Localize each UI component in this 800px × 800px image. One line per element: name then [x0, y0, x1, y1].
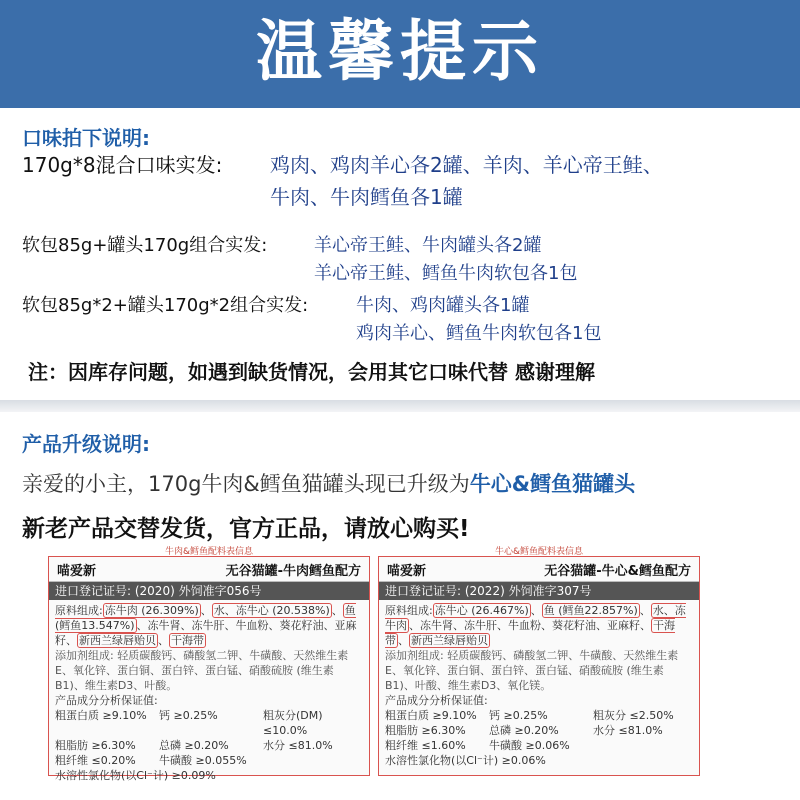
flavor-row3-label: 软包85g*2+罐头170g*2组合实发:: [22, 295, 309, 316]
card-old-product: 无谷猫罐-牛肉鳕鱼配方: [225, 563, 361, 579]
card-new-guarantee: [385, 708, 693, 753]
card-new-ing-d: 干海带: [385, 619, 675, 647]
card-new-ing-label: 原料组成:: [385, 604, 433, 617]
card-old-guar-item: 粗脂肪 ≥6.30%: [55, 739, 136, 752]
banner-title: 温馨提示: [256, 13, 544, 90]
flavor-row3-line1: 牛肉、鸡肉罐头各1罐: [356, 295, 530, 316]
card-new-header: [379, 557, 699, 582]
card-new-guar-item: [593, 738, 693, 753]
card-old-header: [49, 557, 369, 582]
upgrade-highlight: 牛心&鳕鱼猫罐头: [469, 472, 636, 496]
flavor-section-title: 口味拍下说明:: [22, 126, 150, 150]
ingredient-card-new: [378, 547, 700, 776]
section-divider: [0, 400, 800, 412]
card-new-guar-item: 粗蛋白质 ≥9.10%: [385, 709, 477, 722]
card-old-ing-c: 鱼 (鳕鱼13.547%): [55, 604, 356, 632]
card-old-ing-d: 新西兰绿唇贻贝: [79, 634, 156, 647]
card-new-guar-item: 粗灰分 ≤2.50%: [593, 709, 674, 722]
card-old-ing-e: 干海带: [171, 634, 204, 647]
card-new-product: 无谷猫罐-牛心&鳕鱼配方: [544, 563, 691, 579]
card-new-ing-a: 冻牛心 (26.467%): [434, 604, 529, 617]
flavor-row1-line1: 鸡肉、鸡肉羊心各2罐、羊肉、羊心帝王鲑、: [270, 153, 663, 177]
card-old-ing-a: 冻牛肉 (26.309%): [104, 604, 199, 617]
card-new-ing-c: 水、冻牛肉: [385, 604, 686, 632]
card-new-ing-rest: 、冻牛肾、冻牛肝、牛血粉、葵花籽油、亚麻籽、: [409, 619, 651, 632]
card-new-registration: 进口登记证号: (2022) 外饲准字307号: [379, 582, 699, 600]
card-old-caption: 牛肉&鳕鱼配料表信息: [164, 547, 254, 557]
flavor-row2-line2: 羊心帝王鲑、鳕鱼牛肉软包各1包: [314, 263, 578, 284]
flavor-row3-line2: 鸡肉羊心、鳕鱼牛肉软包各1包: [356, 323, 602, 344]
authentic-claim: 新老产品交替发货，官方正品，请放心购买!: [22, 516, 470, 542]
card-old-additives: 添加剂组成: 轻质碳酸钙、磷酸氢二钾、牛磺酸、天然维生素E、氧化锌、蛋白铜、蛋白锌、蛋白锰、硝酸硫胺 (维生素B1)、维生素D3、叶酸。: [55, 649, 349, 692]
card-new-guar-item: 总磷 ≥0.20%: [489, 724, 559, 737]
flavor-row2-line1: 羊心帝王鲑、牛肉罐头各2罐: [314, 235, 542, 256]
card-old-guar-item: [263, 753, 363, 768]
card-old-ingredients: 原料组成: 冻牛肉 (26.309%) 、 水、冻牛心 (20.538%) 、 鱼 (鳕鱼13.547%) 、冻牛肾、冻牛肝、牛血粉、葵花籽油、亚麻籽、 新西兰绿唇贻贝 、 干海带: [55, 604, 357, 647]
upgrade-line-text: 亲爱的小主，170g牛肉&鳕鱼猫罐头现已升级为: [22, 472, 470, 496]
card-old-guar-chloride: 水溶性氯化物(以Cl⁻计) ≥0.09%: [55, 769, 216, 782]
card-new-guar-item: 粗纤维 ≤1.60%: [385, 739, 466, 752]
card-old-guar-item: 总磷 ≥0.20%: [159, 739, 229, 752]
card-new-ing-e: 新西兰绿唇贻贝: [411, 634, 488, 647]
flavor-row2-label: 软包85g+罐头170g组合实发:: [22, 235, 268, 256]
header-banner: [0, 0, 800, 108]
card-new-caption: 牛心&鳕鱼配料表信息: [494, 547, 584, 557]
flavor-row1-line2: 牛肉、牛肉鳕鱼各1罐: [270, 185, 463, 209]
card-old-guarantee: [55, 708, 363, 768]
card-old-guar-item: 水分 ≤81.0%: [263, 739, 333, 752]
card-new-ingredients: 原料组成: 冻牛心 (26.467%) 、 鱼 (鳕鱼22.857%) 、 水、冻牛肉 、冻牛肾、冻牛肝、牛血粉、葵花籽油、亚麻籽、 干海带 、 新西兰绿唇贻贝: [385, 604, 686, 647]
card-old-body: [49, 600, 369, 786]
card-new-ing-b: 鱼 (鳕鱼22.857%): [543, 604, 638, 617]
card-old-guar-title: 产品成分分析保证值:: [55, 694, 158, 707]
upgrade-line: [22, 468, 635, 498]
card-new-body: [379, 600, 699, 771]
card-new-guar-title: 产品成分分析保证值:: [385, 694, 488, 707]
card-old-guar-item: 粗纤维 ≤0.20%: [55, 754, 136, 767]
flavor-row1-label: 170g*8混合口味实发:: [22, 153, 223, 177]
card-old-registration: 进口登记证号: (2020) 外饲准字056号: [49, 582, 369, 600]
ingredient-card-old: [48, 547, 370, 782]
stock-note: 注：因库存问题，如遇到缺货情况，会用其它口味代替 感谢理解: [28, 360, 595, 384]
upgrade-section-title: 产品升级说明:: [22, 432, 150, 456]
card-old-guar-item: 粗蛋白质 ≥9.10%: [55, 709, 147, 722]
card-old-guar-item: 钙 ≥0.25%: [159, 709, 218, 722]
card-new-guar-chloride: 水溶性氯化物(以Cl⁻计) ≥0.06%: [385, 754, 546, 767]
card-old-ing-b: 水、冻牛心 (20.538%): [213, 604, 330, 617]
card-new-guar-item: 粗脂肪 ≥6.30%: [385, 724, 466, 737]
card-new-guar-item: 水分 ≤81.0%: [593, 724, 663, 737]
card-old-guar-item: 粗灰分(DM) ≤10.0%: [263, 709, 323, 737]
card-new-guar-item: 牛磺酸 ≥0.06%: [489, 739, 570, 752]
card-old-ing-rest: 、冻牛肾、冻牛肝、牛血粉、葵花籽油、亚麻籽、: [55, 619, 357, 647]
card-old-ing-label: 原料组成:: [55, 604, 103, 617]
card-old-guar-item: 牛磺酸 ≥0.055%: [159, 754, 247, 767]
card-new-guar-item: 钙 ≥0.25%: [489, 709, 548, 722]
card-new-additives: 添加剂组成: 轻质碳酸钙、磷酸氢二钾、牛磺酸、天然维生素E、氧化锌、蛋白铜、蛋白锌、蛋白锰、硝酸硫胺 (维生素B1)、叶酸、维生素D3、氧化镁。: [385, 649, 679, 692]
flavor-row1: [22, 154, 222, 177]
card-new-brand: 喵爱新: [387, 563, 427, 579]
card-old-brand: 喵爱新: [57, 563, 97, 579]
